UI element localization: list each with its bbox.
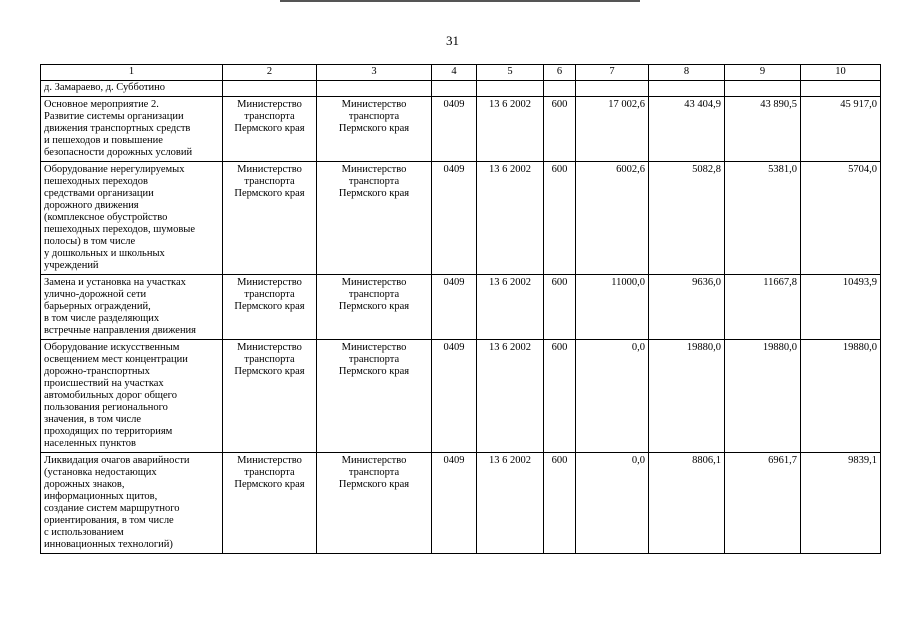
empty-cell (544, 81, 576, 97)
amount-col8-cell: 8806,1 (649, 453, 725, 554)
vr-code-cell: 600 (544, 453, 576, 554)
participant-cell: Министерство транспорта Пермского края (317, 275, 432, 340)
empty-cell (801, 81, 881, 97)
amount-col8-cell: 5082,8 (649, 162, 725, 275)
amount-col7-cell: 11000,0 (576, 275, 649, 340)
participant-cell: Министерство транспорта Пермского края (317, 162, 432, 275)
empty-cell (317, 81, 432, 97)
column-header-9: 9 (725, 65, 801, 81)
amount-col9-cell: 6961,7 (725, 453, 801, 554)
table-row (41, 275, 881, 340)
executor-cell: Министерство транспорта Пермского края (223, 162, 317, 275)
settlement-name: д. Замараево, д. Субботино (41, 81, 223, 97)
measure-name: Оборудование нерегулируемых пешеходных переходов средствами организации дорожного движения (комплексное обустройство пешеходных переходов, шумовые полосы) в том числе у дошкольных и школьных учреждений (41, 162, 223, 275)
amount-col10-cell: 45 917,0 (801, 97, 881, 162)
column-header-7: 7 (576, 65, 649, 81)
top-scan-rule (280, 0, 640, 2)
amount-col10-cell: 5704,0 (801, 162, 881, 275)
executor-cell: Министерство транспорта Пермского края (223, 340, 317, 453)
column-header-3: 3 (317, 65, 432, 81)
participant-cell: Министерство транспорта Пермского края (317, 453, 432, 554)
amount-col9-cell: 43 890,5 (725, 97, 801, 162)
measure-name: Ликвидация очагов аварийности (установка недостающих дорожных знаков, информационных щитов, создание систем маршрутного ориентирования, в том числе с использованием инновационных технологий) (41, 453, 223, 554)
empty-cell (432, 81, 477, 97)
table-row (41, 340, 881, 453)
participant-cell: Министерство транспорта Пермского края (317, 97, 432, 162)
vr-code-cell: 600 (544, 340, 576, 453)
empty-cell (576, 81, 649, 97)
amount-col8-cell: 43 404,9 (649, 97, 725, 162)
csr-code-cell: 13 6 2002 (477, 97, 544, 162)
vr-code-cell: 600 (544, 275, 576, 340)
budget-table (40, 64, 881, 554)
executor-cell: Министерство транспорта Пермского края (223, 275, 317, 340)
grbs-code-cell: 0409 (432, 340, 477, 453)
amount-col8-cell: 9636,0 (649, 275, 725, 340)
amount-col7-cell: 0,0 (576, 340, 649, 453)
csr-code-cell: 13 6 2002 (477, 162, 544, 275)
amount-col9-cell: 5381,0 (725, 162, 801, 275)
measure-name: Оборудование искусственным освещением мест концентрации дорожно-транспортных происшествий на участках автомобильных дорог общего пользования регионального значения, в том числе проходящих по территориям населенных пунктов (41, 340, 223, 453)
amount-col10-cell: 9839,1 (801, 453, 881, 554)
empty-cell (725, 81, 801, 97)
vr-code-cell: 600 (544, 162, 576, 275)
amount-col10-cell: 10493,9 (801, 275, 881, 340)
column-header-6: 6 (544, 65, 576, 81)
table-row (41, 97, 881, 162)
vr-code-cell: 600 (544, 97, 576, 162)
amount-col7-cell: 6002,6 (576, 162, 649, 275)
page-number: 31 (446, 33, 459, 48)
column-number-row (41, 65, 881, 81)
amount-col8-cell: 19880,0 (649, 340, 725, 453)
column-header-5: 5 (477, 65, 544, 81)
amount-col10-cell: 19880,0 (801, 340, 881, 453)
csr-code-cell: 13 6 2002 (477, 340, 544, 453)
measure-name: Основное мероприятие 2. Развитие системы организации движения транспортных средств и пешеходов и повышение безопасности дорожных условий (41, 97, 223, 162)
column-header-2: 2 (223, 65, 317, 81)
empty-cell (649, 81, 725, 97)
settlement-row (41, 81, 881, 97)
amount-col7-cell: 17 002,6 (576, 97, 649, 162)
column-header-1: 1 (41, 65, 223, 81)
table-row (41, 162, 881, 275)
measure-name: Замена и установка на участках улично-дорожной сети барьерных ограждений, в том числе разделяющих встречные направления движения (41, 275, 223, 340)
empty-cell (477, 81, 544, 97)
empty-cell (223, 81, 317, 97)
csr-code-cell: 13 6 2002 (477, 453, 544, 554)
grbs-code-cell: 0409 (432, 275, 477, 340)
amount-col7-cell: 0,0 (576, 453, 649, 554)
grbs-code-cell: 0409 (432, 97, 477, 162)
amount-col9-cell: 19880,0 (725, 340, 801, 453)
executor-cell: Министерство транспорта Пермского края (223, 453, 317, 554)
participant-cell: Министерство транспорта Пермского края (317, 340, 432, 453)
executor-cell: Министерство транспорта Пермского края (223, 97, 317, 162)
column-header-10: 10 (801, 65, 881, 81)
column-header-4: 4 (432, 65, 477, 81)
column-header-8: 8 (649, 65, 725, 81)
table-row (41, 453, 881, 554)
grbs-code-cell: 0409 (432, 162, 477, 275)
csr-code-cell: 13 6 2002 (477, 275, 544, 340)
grbs-code-cell: 0409 (432, 453, 477, 554)
amount-col9-cell: 11667,8 (725, 275, 801, 340)
